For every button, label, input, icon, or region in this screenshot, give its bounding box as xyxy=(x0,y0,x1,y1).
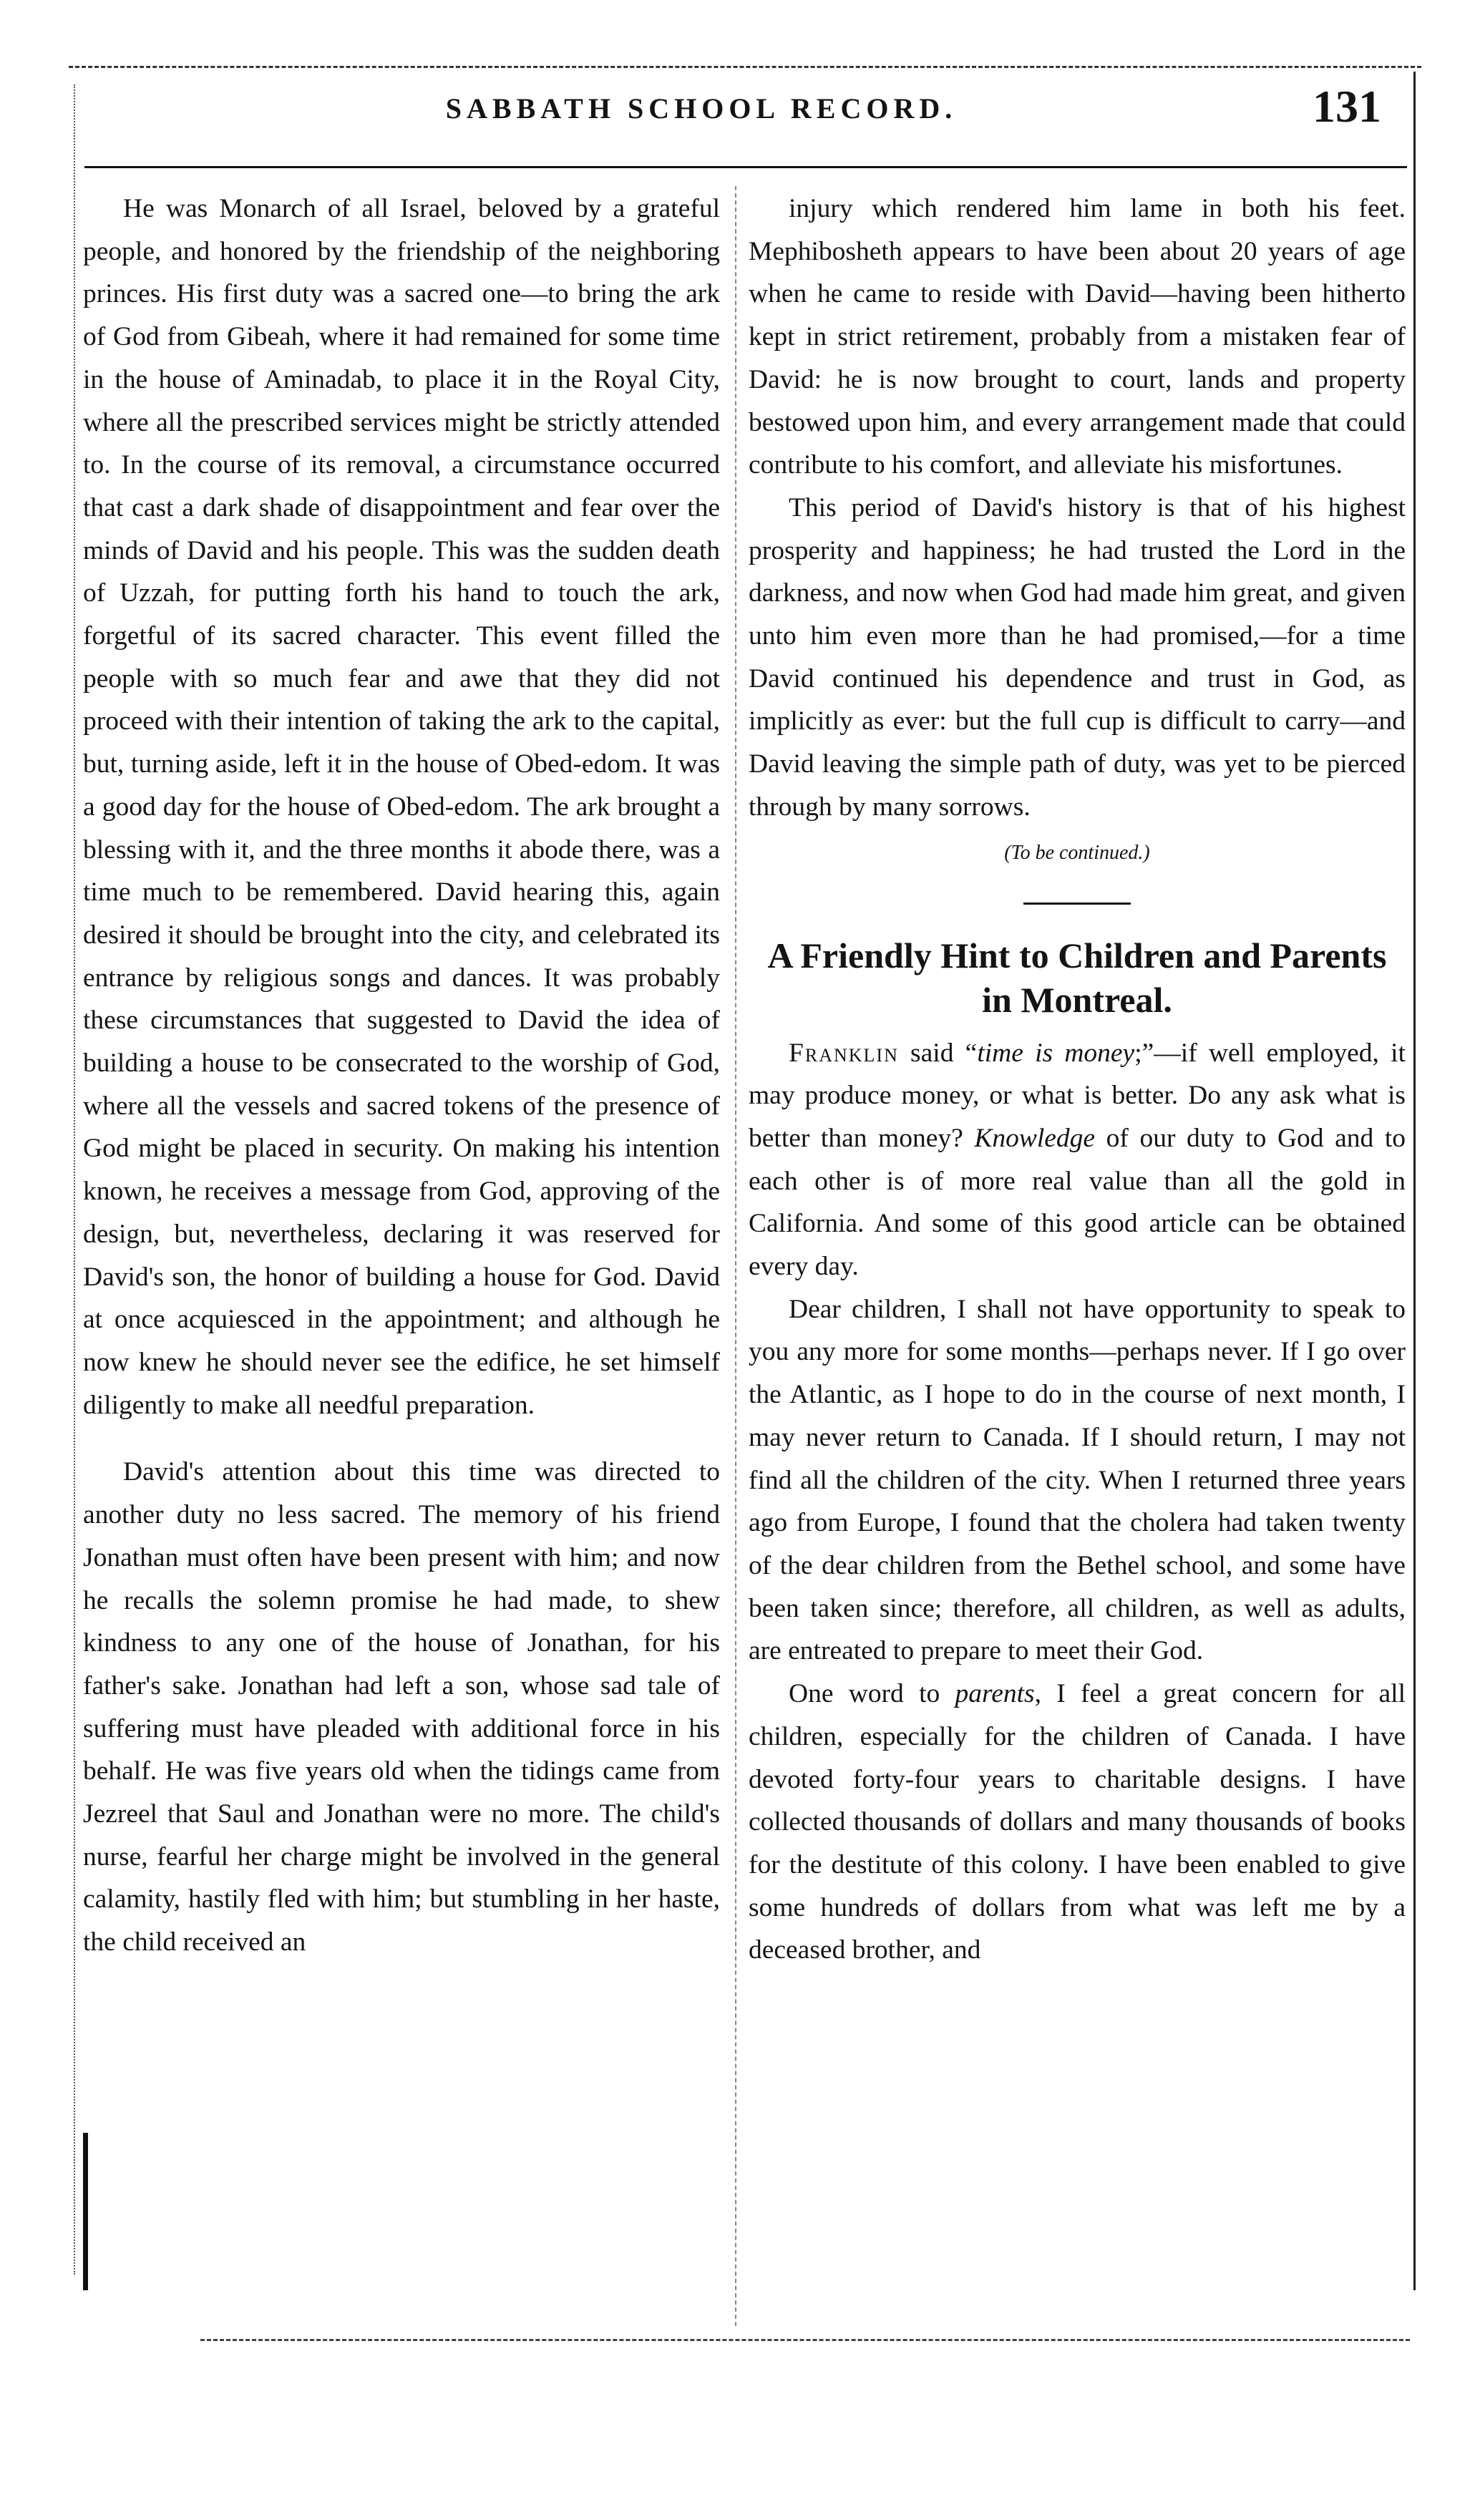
running-header-title: SABBATH SCHOOL RECORD. xyxy=(445,92,958,125)
franklin-name: Franklin xyxy=(789,1038,899,1068)
left-margin-bar xyxy=(83,2133,88,2290)
left-column xyxy=(83,188,720,1964)
top-border-rule xyxy=(69,66,1421,68)
right-paragraph-1: injury which rendered him lame in both his feet. Mephibosheth appears to have been about 20 years of age when he came to reside with David—having been hitherto kept in strict retirement, probably from a mistaken fear of David: he is now brought to court, lands and property bestowed upon him, and every arrangement made that could contribute to his comfort, and alleviate his misfortunes. xyxy=(749,194,1406,480)
right-paragraph-2: This period of David's history is that of his highest prosperity and happiness; he had trusted the Lord in the darkness, and now when God had made him great, and given unto him even more than he had promised,—for a time David continued his dependence and trust in God, as implicitly as ever: but the full cup is difficult to carry—and David leaving the simple path of duty, was yet to be pierced through by many sorrows. xyxy=(749,492,1406,822)
column-divider xyxy=(735,186,736,2326)
parents-text-b: , I feel a great concern for all children, especially for the children of Canada. I have devoted forty-four years to charitable designs. I have collected thousands of dollars and many thousands of books for the destitute of this colony. I have been enabled to give some hundreds of dollars from what was left me by a deceased brother, and xyxy=(749,1679,1406,1965)
right-column xyxy=(749,188,1406,1972)
parents-text-a: One word to xyxy=(789,1679,955,1709)
article-title: A Friendly Hint to Children and Parents in Montreal. xyxy=(767,935,1387,1020)
left-paragraph-2: David's attention about this time was directed to another duty no less sacred. The memory of his friend Jonathan must often have been present with him; and now he recalls the solemn promise he had made, to shew kindness to any one of the house of Jonathan, for his father's sake. Jonathan had left a son, whose sad tale of suffering must have pleaded with additional force in his behalf. He was five years old when the tidings came from Jezreel that Saul and Jonathan were no more. The child's nurse, fearful her charge might be involved in the general calamity, hastily fled with him; but stumbling in her haste, the child received an xyxy=(83,1457,720,1957)
knowledge-word: Knowledge xyxy=(974,1123,1096,1153)
bottom-border-rule xyxy=(200,2339,1410,2341)
right-border-rule xyxy=(1413,72,1416,2290)
franklin-text-a: said “ xyxy=(898,1038,978,1068)
left-border-rule xyxy=(74,84,75,2275)
right-paragraph-parents xyxy=(749,1673,1406,1972)
right-paragraph-children: Dear children, I shall not have opportunity to speak to you any more for some months—perhaps never. If I go over the Atlantic, as I hope to do in the course of next month, I may never return to Canada. If I should return, I may not find all the children of the city. When I returned three years ago from Europe, I found that the cholera had taken twenty of the dear children from the Bethel school, and some have been taken since; therefore, all children, as well as adults, are entreated to prepare to meet their God. xyxy=(749,1294,1406,1666)
page-number: 131 xyxy=(1313,81,1381,132)
left-paragraph-1: He was Monarch of all Israel, beloved by a grateful people, and honored by the friendship of the neighboring princes. His first duty was a sacred one—to bring the ark of God from Gibeah, where it had remained for some time in the house of Aminadab, to place it in the Royal City, where all the prescribed services might be strictly attended to. In the course of its removal, a circumstance occurred that cast a dark shade of disappointment and fear over the minds of David and his people. This was the sudden death of Uzzah, for putting forth his hand to touch the ark, forgetful of its sacred character. This event filled the people with so much fear and awe that they did not proceed with their intention of taking the ark to the capital, but, turning aside, left it in the house of Obed-edom. It was a good day for the house of Obed-edom. The ark brought a blessing with it, and the three months it abode there, was a time much to be remembered. David hearing this, again desired it should be brought into the city, and celebrated its entrance by religious songs and dances. It was probably these circumstances that suggested to David the idea of building a house to be consecrated to the worship of God, where all the vessels and sacred tokens of the presence of God might be placed in security. On making his intention known, he receives a message from God, approving of the design, but, nevertheless, declaring it was reserved for David's son, the honor of building a house for God. David at once acquiesced in the appointment; and although he now knew he should never see the edifice, he set himself diligently to make all needful preparation. xyxy=(83,194,720,1420)
franklin-text-c: of our duty to God and to each other is of more real value than all the gold in California. And some of this good article can be obtained every day. xyxy=(749,1123,1406,1282)
header-rule xyxy=(84,166,1407,168)
right-paragraph-franklin xyxy=(749,1032,1406,1288)
franklin-text-b: ;”—if well employed, it may produce money, or what is better. Do any ask what is better than money? xyxy=(749,1038,1406,1153)
section-separator-rule xyxy=(1023,903,1131,905)
parents-word: parents xyxy=(955,1679,1035,1709)
to-be-continued-note: (To be continued.) xyxy=(1004,841,1150,864)
franklin-quote: time is money xyxy=(977,1038,1135,1068)
